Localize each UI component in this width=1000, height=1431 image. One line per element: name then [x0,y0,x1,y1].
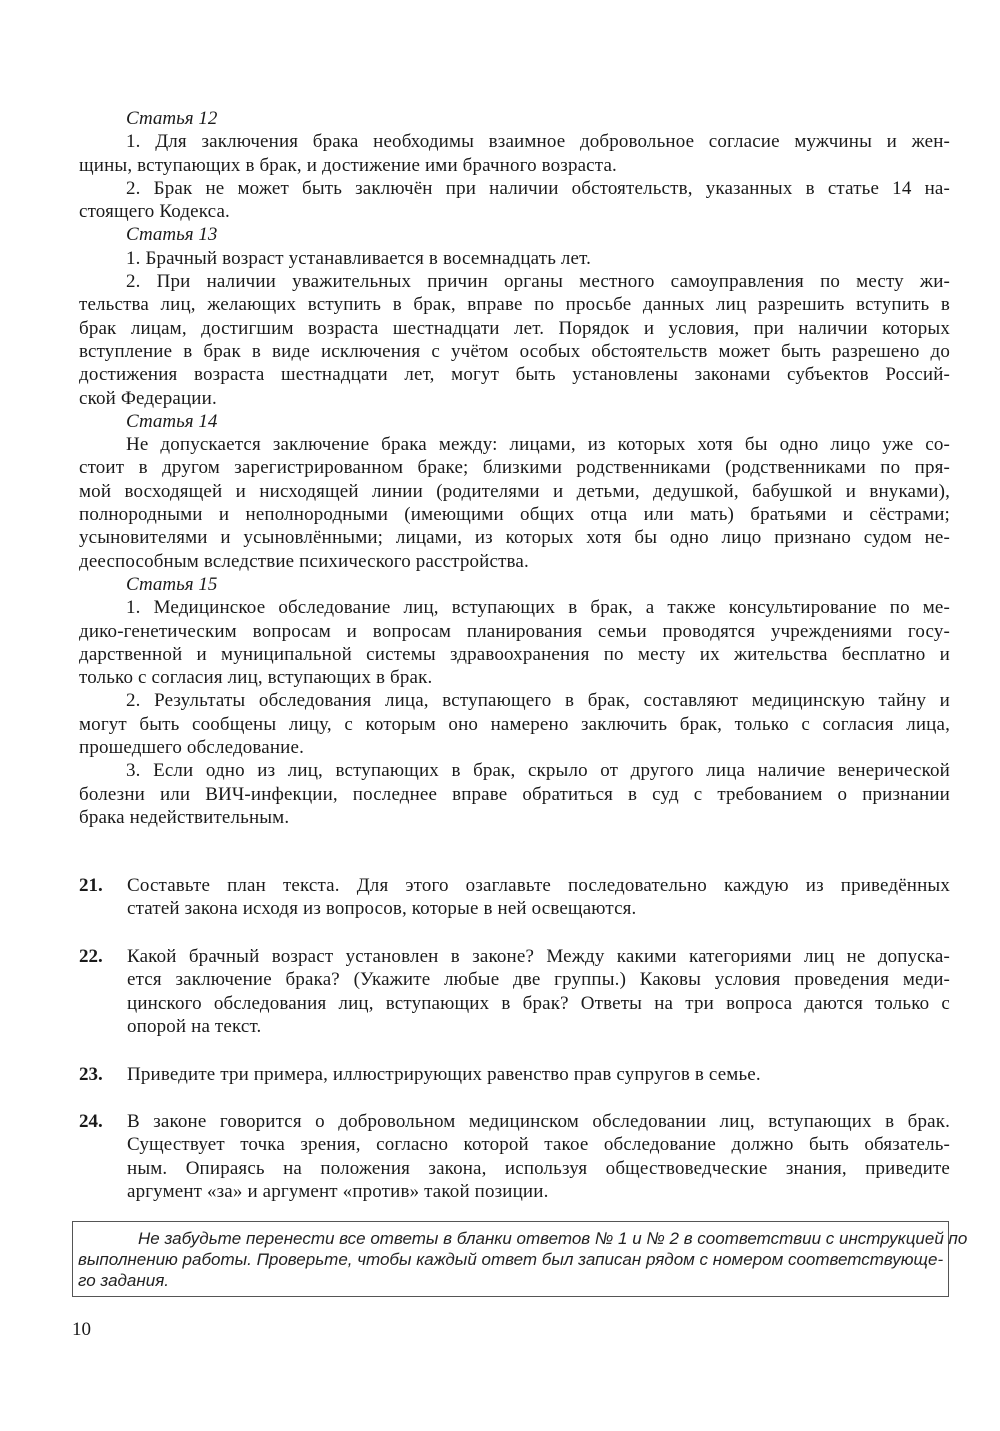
question-number: 21. [79,875,103,896]
question-24 [79,1110,950,1203]
question-line: опорой на текст. [127,1015,262,1037]
text-line: мой восходящей и нисходящей линии (родителями и детьми, дедушкой, бабушкой и внуками), [79,480,950,502]
text-line: стоящего Кодекса. [79,201,230,223]
question-line: Составьте план текста. Для этого озаглавьте последовательно каждую из приведённых [127,875,950,896]
question-line: ется заключение брака? (Укажите любые две группы.) Каковы условия проведения меди- [127,969,950,991]
question-line: Приведите три примера, иллюстрирующих равенство прав супругов в семье. [127,1064,761,1085]
page-number: 10 [72,1319,91,1340]
text-line: стоит в другом зарегистрированном браке; близкими родственниками (родственниками по пря- [79,457,950,479]
question-line: ным. Опираясь на положения закона, используя обществоведческие знания, приведите [127,1157,950,1179]
text-line: Не допускается заключение брака между: лицами, из которых хотя бы одно лицо уже со- [126,434,950,456]
article-heading: Статья 14 [126,410,218,432]
reminder-notice-box [72,1221,968,1297]
text-line: 3. Если одно из лиц, вступающих в брак, скрыло от другого лица наличие венерической [126,760,950,782]
text-line: дарственной и муниципальной системы здравоохранения по месту их жительства бесплатно и [79,643,950,665]
notice-line: го задания. [78,1271,170,1290]
question-line: цинского обследования лиц, вступающих в брак? Ответы на три вопроса даются только с [127,992,950,1014]
question-line: В законе говорится о добровольном медицинском обследовании лиц, вступающих в брак. [127,1111,950,1132]
notice-line: выполнению работы. Проверьте, чтобы каждый ответ был записан рядом с номером соответствующе- [78,1250,944,1269]
question-21 [79,874,950,921]
text-line: только с согласия лиц, вступающих в брак. [79,667,433,689]
question-number: 23. [79,1064,103,1085]
text-line: достижения возраста шестнадцати лет, могут быть установлены законами субъектов Россий- [79,364,950,386]
text-line: брака недействительным. [79,806,290,828]
text-line: усыновителями и усыновлёнными; лицами, из которых хотя бы одно лицо признано судом не- [79,527,950,549]
question-23 [79,1063,950,1086]
text-line: могут быть сообщены лицу, с которым оно намерено заключить брак, только с согласия лица, [79,713,950,735]
question-line: статей закона исходя из вопросов, которые в ней освещаются. [127,898,637,920]
text-line: ской Федерации. [79,387,217,409]
text-line: 2. Брак не может быть заключён при наличии обстоятельств, указанных в статье 14 на- [126,177,950,199]
notice-line: Не забудьте перенести все ответы в бланки ответов № 1 и № 2 в соответствии с инструкцией по [138,1229,968,1248]
question-22 [79,945,950,1038]
law-text [79,107,950,829]
text-line: дико-генетическим вопросам и вопросам планирования семьи проводятся учреждениями госу- [79,620,950,642]
question-number: 22. [79,946,103,967]
text-line: тельства лиц, желающих вступить в брак, вправе по просьбе данных лиц разрешить вступить в [79,294,950,316]
text-line: брак лицам, достигшим возраста шестнадцати лет. Порядок и условия, при наличии которых [79,317,950,339]
article-heading: Статья 15 [126,573,218,595]
text-line: 1. Брачный возраст устанавливается в восемнадцать лет. [126,247,592,269]
article-heading: Статья 12 [126,108,218,129]
text-line: 2. Результаты обследования лица, вступающего в брак, составляют медицинскую тайну и [126,690,950,712]
text-line: дееспособным вследствие психического расстройства. [79,550,529,572]
text-line: полнородными и неполнородными (имеющими общих отца или мать) братьями и сёстрами; [79,504,950,526]
text-line: вступление в брак в виде исключения с учётом особых обстоятельств может быть разрешено до [79,340,950,362]
text-line: 2. При наличии уважительных причин органы местного самоуправления по месту жи- [126,271,950,293]
text-line: прошедшего обследование. [79,737,304,759]
text-line: 1. Медицинское обследование лиц, вступающих в брак, а также консультирование по ме- [126,597,950,619]
question-line: Какой брачный возраст установлен в законе? Между какими категориями лиц не допуска- [127,946,950,967]
text-line: щины, вступающих в брак, и достижение ими брачного возраста. [79,154,617,176]
question-line: Существует точка зрения, согласно которой такое обследование должно быть обязатель- [127,1134,950,1156]
question-line: аргумент «за» и аргумент «против» такой позиции. [127,1180,549,1202]
text-line: болезни или ВИЧ-инфекции, последнее вправе обратиться в суд с требованием о признании [79,783,950,805]
text-line: 1. Для заключения брака необходимы взаимное добровольное согласие мужчины и жен- [126,131,950,153]
article-heading: Статья 13 [126,224,218,246]
question-number: 24. [79,1111,103,1132]
